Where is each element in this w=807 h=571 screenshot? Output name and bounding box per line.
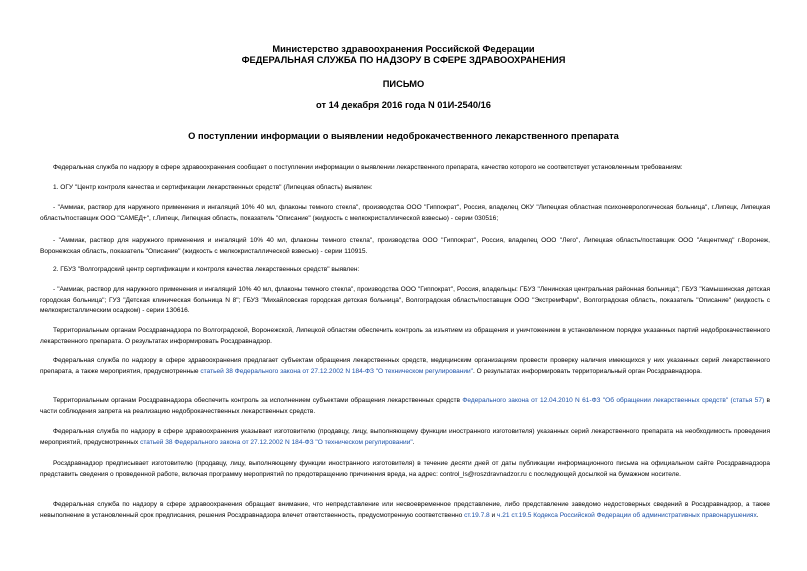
- manufacturer-text-end: .: [412, 438, 415, 446]
- article-57-link[interactable]: (статья 57): [730, 397, 765, 404]
- control-text-end: в части соблюдения запрета на реализацию недоброкачественных лекарственных средств.: [40, 397, 770, 415]
- control-paragraph: [40, 396, 770, 417]
- final-text-mid: и: [489, 511, 497, 519]
- final-text-end: .: [756, 511, 759, 519]
- document-subject: О поступлении информации о выявлении недоброкачественного лекарственного препарата: [188, 131, 619, 141]
- manufacturer-paragraph: [40, 427, 770, 448]
- admin-code-link[interactable]: Кодекса Российской Федерации об административных правонарушениях: [533, 511, 757, 519]
- section-1-heading: 1. ОГУ "Центр контроля качества и сертификации лекарственных средств" (Липецкая область) выявлен:: [53, 184, 373, 191]
- offer-paragraph: [40, 356, 770, 377]
- final-text-start: Федеральная служба по надзору в сфере здравоохранения обращает внимание, что непредставление или несвоевременное представление, либо представление заведомо недостоверных сведений в Росздравнадзор, а также невыполнение в установленный срок предписания, решения Росздравнадзора влечет ответственность, предусмотренную соответственно: [40, 501, 770, 519]
- control-text-start: Территориальным органам Росздравнадзора обеспечить контроль за исполнением субъектами обращения лекарственных средств: [53, 397, 463, 404]
- prescription-paragraph: Росздравнадзор предписывает изготовителю (продавцу, лицу, выполняющему функции иностранного изготовителя) в течение десяти дней от даты публикации информационного письма на официальном сайте Росздравнадзора представить сведения о проведенной работе, включая программу мероприятий по предотвращению причинения вреда, на адрес: control_ls@roszdravnadzor.ru с последующей досылкой на бумажном носителе.: [40, 460, 770, 478]
- final-paragraph: [40, 500, 770, 521]
- service-title: ФЕДЕРАЛЬНАЯ СЛУЖБА ПО НАДЗОРУ В СФЕРЕ ЗДРАВООХРАНЕНИЯ: [241, 55, 566, 65]
- territorial-paragraph: Территориальным органам Росздравнадзора по Волгоградской, Воронежской, Липецкой областям обеспечить контроль за изъятием из обращения и уничтожением в установленном порядке указанных партий недоброкачественного лекарственного препарата. О результатах информировать Росздравнадзор.: [40, 327, 770, 345]
- article-19-7-8-link[interactable]: ст.19.7.8: [464, 511, 490, 519]
- document-date-number: от 14 декабря 2016 года N 01И-2540/16: [316, 100, 491, 110]
- law-184-article-38-link[interactable]: статьей 38 Федерального закона от 27.12.2002 N 184-ФЗ "О техническом регулировании": [200, 367, 474, 375]
- section-1-item-1: - "Аммиак, раствор для наружного применения и ингаляций 10% 40 мл, флаконы темного стекла", производства ООО "Гиппократ", Россия, владелец ОКУ "Липецкая областная психоневрологическая больница", г.Липецк, Липецкая область/поставщик ООО "САМЕД+", г.Липецк, Липецкая область, показатель "Описание" (жидкость с мелкокристаллической взвесью) - серии 030516;: [40, 204, 770, 222]
- section-1-item-2: - "Аммиак, раствор для наружного применения и ингаляций 10% 40 мл, флаконы темного стекла", производства ООО "Гиппократ", Россия, владелец ООО "Лего", Липецкая область/поставщик ООО "Акцентмед" г.Воронеж, Воронежская область, показатель "Описание" (жидкость с мелкокристаллической взвесью) - серии 110915.: [40, 237, 770, 255]
- law-61-link[interactable]: Федерального закона от 12.04.2010 N 61-ФЗ "Об обращении лекарственных средств": [462, 397, 729, 404]
- section-2-item-1: - "Аммиак, раствор для наружного применения и ингаляций 10% 40 мл, флаконы темного стекла", производства ООО "Гиппократ", Россия, владельцы: ГБУЗ "Ленинская центральная районная больница"; ГБУЗ "Камышинская детская городская больница"; ГУЗ "Детская клиническая больница N 8"; ГБУЗ "Михайловская городская детская больница", Волгоградская область/поставщик ООО "ЭкстремФарм", Волгоградская область, показатель "Описание" (жидкость с мелкокристаллическим осадком) - серии 130616.: [40, 286, 770, 315]
- ministry-title: Министерство здравоохранения Российской Федерации: [272, 44, 535, 54]
- offer-text-start: Федеральная служба по надзору в сфере здравоохранения предлагает субъектам обращения лекарственных средств, медицинским организациям провести проверку наличия имеющихся у них указанных серий лекарственного препарата, а также мероприятия, предусмотренные: [40, 357, 770, 375]
- manufacturer-text-start: Федеральная служба по надзору в сфере здравоохранения указывает изготовителю (продавцу, лицу, выполняющему функции иностранного изготовителя) указанных серий лекарственного препарата на необходимость проведения мероприятий, предусмотренных: [40, 428, 770, 446]
- section-2-heading: 2. ГБУЗ "Волгоградский центр сертификации и контроля качества лекарственных средств" выявлен:: [53, 266, 360, 273]
- law-184-article-38-link-2[interactable]: статьей 38 Федерального закона от 27.12.2002 N 184-ФЗ "О техническом регулировании": [140, 438, 413, 446]
- document-type: ПИСЬМО: [382, 79, 425, 89]
- article-19-5-link[interactable]: ч.21 ст.19.5: [496, 511, 532, 519]
- intro-paragraph: Федеральная служба по надзору в сфере здравоохранения сообщает о поступлении информации о выявлении лекарственного препарата, качество которого не соответствует установленным требованиям:: [53, 164, 683, 171]
- offer-text-end: . О результатах информировать территориальный орган Росздравнадзора.: [473, 367, 702, 375]
